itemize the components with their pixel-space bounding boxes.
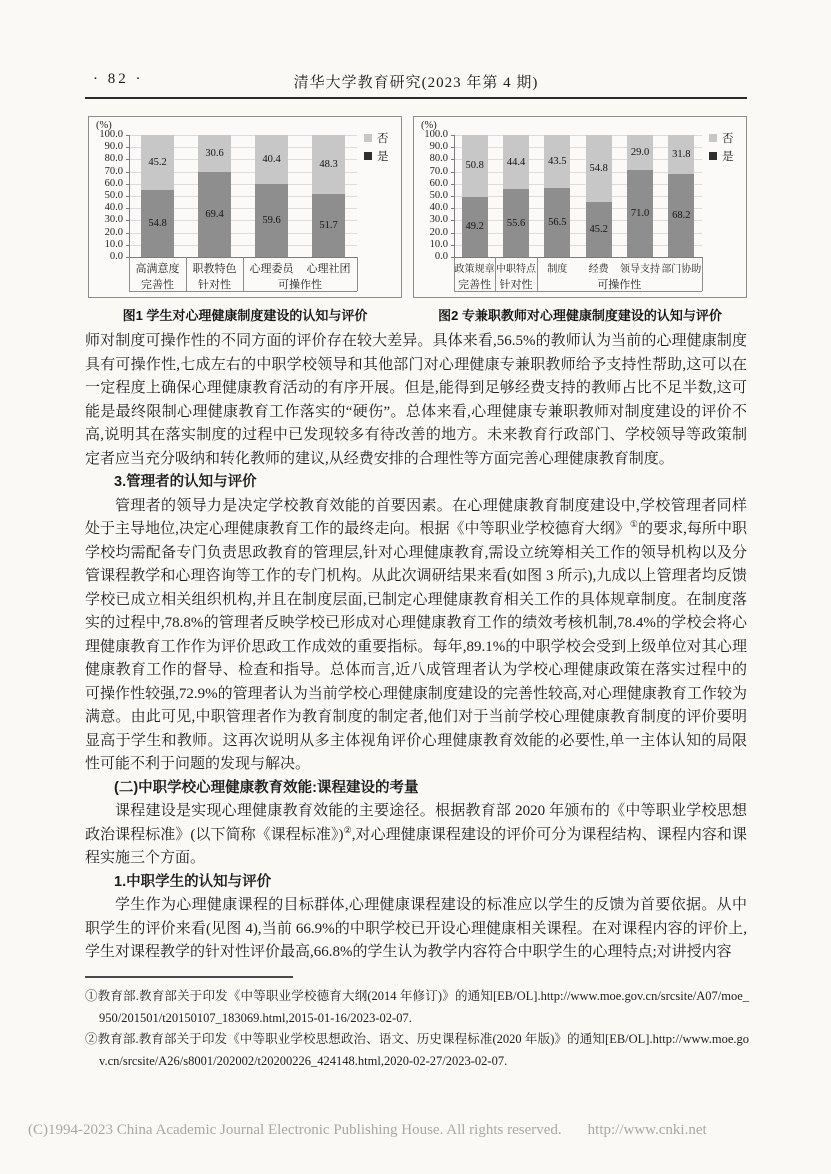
- figure-2-caption: 图2 专兼职教师对心理健康制度建设的认知与评价: [438, 308, 722, 323]
- text-run: 1.中职学生的认知与评价: [114, 873, 272, 890]
- section-heading: [85, 777, 747, 801]
- bar-value-label: 51.7: [319, 219, 338, 231]
- y-tick-label: 0.0: [434, 251, 448, 262]
- x-category-label: 职教特色: [192, 263, 237, 275]
- bar-value-label: 50.8: [465, 160, 484, 172]
- legend-label: 否: [377, 133, 389, 145]
- x-category-label: 经费: [588, 264, 609, 275]
- bar-value-label: 56.5: [548, 217, 567, 229]
- x-category-label: 心理社团: [306, 263, 351, 275]
- x-axis-line: [454, 257, 702, 258]
- y-tick-label: 60.0: [429, 177, 448, 189]
- footnote-ref: ②: [343, 824, 352, 835]
- footnote-ref: ①: [629, 519, 639, 529]
- y-axis-line: [129, 135, 130, 257]
- x-group-label: 可操作性: [597, 279, 642, 291]
- y-axis-line: [454, 135, 455, 257]
- section-heading: [85, 871, 747, 895]
- legend-item-是: [364, 151, 389, 164]
- body-paragraph: [85, 495, 747, 777]
- y-tick-label: 30.0: [429, 214, 448, 226]
- x-category-label: 中职特点: [495, 264, 536, 275]
- journal-title: 清华大学教育研究(2023 年第 4 期): [293, 75, 539, 91]
- legend-label: 否: [722, 133, 734, 145]
- bar-value-label: 49.2: [465, 221, 484, 233]
- bar-value-label: 54.8: [148, 218, 167, 230]
- text-run: (二)中职学校心理健康教育效能:课程建设的考量: [114, 779, 419, 796]
- bar-value-label: 43.5: [548, 156, 567, 168]
- unit-label: (%): [96, 120, 112, 131]
- y-tick-label: 20.0: [429, 226, 448, 238]
- gridline: [454, 196, 702, 197]
- copyright-text: (C)1994-2023 China Academic Journal Electronic Publishing House. All rights reserved.: [28, 1122, 562, 1138]
- footnote-divider: [85, 976, 293, 978]
- bar-value-label: 71.0: [630, 208, 650, 220]
- y-tick-label: 80.0: [429, 153, 448, 165]
- x-category-label: 制度: [547, 264, 568, 275]
- x-category-label: 部门协助: [661, 264, 702, 275]
- y-tick-label: 50.0: [104, 190, 123, 201]
- x-label-separator: [702, 257, 703, 291]
- figure-1-caption: 图1 学生对心理健康制度建设的认知与评价: [122, 308, 368, 323]
- unit-label: (%): [421, 120, 437, 131]
- y-tick-label: 90.0: [429, 141, 448, 153]
- x-label-bottom-border: [454, 291, 702, 292]
- footnotes: [85, 986, 749, 1072]
- text-run: 课程建设是实现心理健康教育效能的主要途径。根据教育部 2020 年颁布的《中等职业学校思想政治课程标准》(以下简称《课程标准》): [85, 803, 747, 843]
- page-header: [85, 71, 747, 91]
- text-run: 师对制度可操作性的不同方面的评价存在较大差异。具体来看,56.5%的教师认为当前的心理健康制度具有可操作性,七成左右的中职学校领导和其他部门对心理健康专兼职教师给予支持性帮助,这可以在一定程度上确保心理健康教育活动的有序开展。但是,能得到足够经费支持的教师占比不足半数,这可能是最终限制心理健康教育工作落实的“硬伤”。总体来看,心理健康专兼职教师对制度建设的评价不高,说明其在落实制度的过程中已发现较多有待改善的地方。未来教育行政部门、学校领导等政策制定者应当充分吸纳和转化教师的建议,从经费安排的合理性等方面完善心理健康教育制度。: [85, 333, 747, 467]
- body-paragraph: [85, 894, 747, 965]
- y-tick-label: 50.0: [429, 190, 448, 201]
- body-paragraph: [85, 330, 747, 471]
- y-tick-label: 20.0: [104, 226, 123, 238]
- x-group-label: 完善性: [141, 279, 174, 291]
- legend-item-是: [709, 151, 734, 164]
- figure-2: [413, 116, 747, 324]
- legend-label: 是: [722, 151, 734, 163]
- x-group-label: 针对性: [499, 279, 533, 291]
- body-paragraph: [85, 800, 747, 871]
- legend-swatch: [709, 152, 717, 160]
- y-tick-label: 40.0: [104, 202, 123, 214]
- figure-1-chart: [88, 116, 402, 298]
- page-number: · 82 ·: [93, 71, 144, 87]
- legend-swatch: [709, 134, 717, 142]
- y-tick-label: 40.0: [429, 202, 448, 214]
- text-run: ,对心理健康课程建设的评价可分为课程结构、课程内容和课程实施三个方面。: [85, 826, 747, 866]
- footnote-item: ②教育部.教育部关于印发《中等职业学校思想政治、语文、历史课程标准(2020 年版)》的通知[EB/OL].http://www.moe.gov.cn/srcsite/A26/s8001/202002/t20200226_424148.html,2020-02-27/2023-02-07.: [85, 1032, 749, 1068]
- bar-value-label: 54.8: [589, 162, 608, 174]
- section-heading: [85, 471, 747, 495]
- x-group-label: 完善性: [458, 279, 492, 291]
- legend-label: 是: [377, 151, 389, 163]
- y-tick-label: 60.0: [104, 177, 123, 189]
- x-group-label: 针对性: [198, 279, 231, 291]
- bar-value-label: 55.6: [506, 217, 526, 229]
- bar-value-label: 69.4: [205, 209, 224, 221]
- bar-value-label: 40.4: [262, 154, 281, 166]
- x-category-label: 高满意度: [135, 263, 180, 275]
- y-tick-label: 10.0: [104, 238, 123, 250]
- bar-value-label: 31.8: [672, 148, 691, 160]
- article-body: [85, 330, 747, 965]
- y-tick-label: 100.0: [99, 129, 123, 140]
- legend-swatch: [364, 134, 372, 142]
- footnote-item: ①教育部.教育部关于印发《中等职业学校德育大纲(2014 年修订)》的通知[EB/OL].http://www.moe.gov.cn/srcsite/A07/moe_950/201501/t20150107_183069.html,2015-01-16/2023-02-07.: [85, 989, 749, 1025]
- bar-value-label: 30.6: [205, 148, 224, 160]
- cnki-url: http://www.cnki.net: [587, 1122, 707, 1138]
- y-tick-label: 100.0: [424, 129, 448, 140]
- legend-swatch: [364, 152, 372, 160]
- figure-2-chart: [413, 116, 747, 298]
- gridline: [454, 184, 702, 185]
- bar-value-label: 44.4: [506, 156, 526, 168]
- figure-1: [88, 116, 402, 324]
- x-label-bottom-border: [129, 291, 357, 292]
- y-tick-label: 10.0: [429, 238, 448, 250]
- text-run: 学生作为心理健康课程的目标群体,心理健康课程建设的标准应以学生的反馈为首要依据。从中职学生的评价来看(见图 4),当前 66.9%的中职学校已开设心理健康相关课程。在对课程内容的评价上,学生对课程教学的针对性评价最高,66.8%的学生认为教学内容符合中职学生的心理特点;对讲授内容: [85, 897, 747, 960]
- bar-value-label: 45.2: [589, 223, 608, 235]
- gridline: [454, 135, 702, 136]
- text-run: 管理者的领导力是决定学校教育效能的首要因素。在心理健康教育制度建设中,学校管理者同样处于主导地位,决定心理健康教育工作的最终走向。根据《中等职业学校德育大纲》: [85, 497, 747, 537]
- x-category-label: 政策规章: [454, 264, 495, 275]
- text-run: 3.管理者的认知与评价: [114, 474, 257, 490]
- bar-value-label: 59.6: [262, 215, 281, 227]
- header-rule: [85, 97, 747, 99]
- legend-item-否: [364, 133, 389, 146]
- bar-value-label: 48.3: [319, 158, 338, 170]
- y-tick-label: 70.0: [429, 165, 448, 177]
- legend-item-否: [709, 133, 734, 146]
- y-tick-label: 30.0: [104, 214, 123, 226]
- gridline: [454, 245, 702, 246]
- y-tick-label: 80.0: [104, 153, 123, 165]
- bar-value-label: 68.2: [672, 209, 691, 221]
- bar-value-label: 45.2: [148, 157, 167, 169]
- x-category-label: 心理委员: [249, 263, 294, 275]
- y-tick-label: 0.0: [109, 251, 123, 262]
- x-label-separator: [357, 257, 358, 291]
- x-group-label: 可操作性: [278, 279, 322, 291]
- y-tick-label: 70.0: [104, 165, 123, 177]
- y-tick-label: 90.0: [104, 141, 123, 153]
- bar-value-label: 29.0: [630, 147, 650, 159]
- x-category-label: 领导支持: [619, 264, 660, 275]
- cnki-footer: [28, 1122, 808, 1139]
- text-run: 的要求,每所中职学校均需配备专门负责思政教育的管理层,针对心理健康教育,需设立统筹相关工作的领导机构以及分管课程教学和心理咨询等工作的专门机构。从此次调研结果来看(如图 3 所示),九成以上管理者均反馈学校已成立相关组织机构,并且在制度层面,已制定心理健康教育相关工作的具体规章制度。在制度落实的过程中,78.8%的管理者反映学校已形成对心理健康教育工作的绩效考核机制,78.4%的学校会将心理健康教育工作作为评价思政工作成效的重要指标。每年,89.1%的中职学校会受到上级单位对其心理健康教育工作的督导、检查和指导。总体而言,近八成管理者认为学校心理健康政策在落实过程中的可操作性较强,72.9%的管理者认为当前学校心理健康制度建设的完善性较高,对心理健康教育工作较为满意。由此可见,中职管理者作为教育制度的制定者,他们对于当前学校心理健康教育制度的评价要明显高于学生和教师。这再次说明从多主体视角评价心理健康教育效能的必要性,单一主体认知的局限性可能不利于问题的发现与解决。: [85, 521, 747, 772]
